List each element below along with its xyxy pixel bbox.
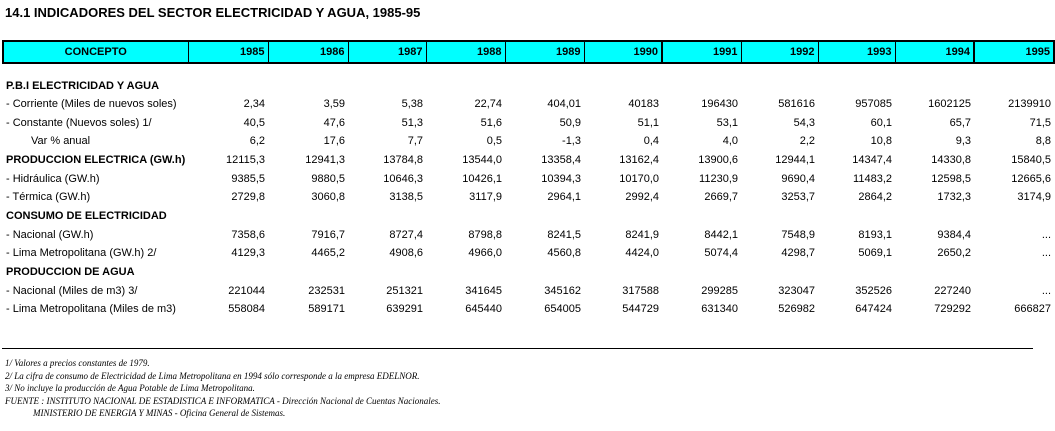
section-row — [3, 151, 1054, 170]
cell-value: -1,3 — [562, 135, 581, 148]
header-year: 1992 — [741, 41, 818, 63]
cell-value: 2,2 — [799, 135, 815, 148]
cell-value: 12665,6 — [1011, 172, 1051, 185]
footnote: 3/ No incluye la producción de Agua Potable de Lima Metropolitana. — [5, 383, 255, 393]
cell-value: 2,34 — [243, 98, 265, 111]
footnotes — [5, 357, 441, 420]
header-year: 1991 — [662, 41, 741, 63]
cell-value: 8193,1 — [858, 228, 892, 241]
cell-value: 1602125 — [928, 98, 971, 111]
cell-value: 645440 — [465, 303, 502, 316]
section-label: CONSUMO DE ELECTRICIDAD — [6, 210, 167, 222]
cell-value: ... — [1041, 247, 1051, 260]
cell-value: ... — [1041, 228, 1051, 241]
cell-value — [741, 76, 818, 95]
header-year: 1995 — [974, 41, 1054, 63]
cell-value — [426, 76, 505, 95]
cell-value: 8,8 — [1035, 135, 1051, 148]
cell-value — [662, 207, 741, 226]
cell-value: 639291 — [386, 303, 423, 316]
section-label: PRODUCCION ELECTRICA (GW.h) — [6, 154, 186, 166]
indicators-table — [2, 40, 1055, 319]
table-row — [3, 114, 1054, 133]
cell-value: 51,1 — [637, 116, 659, 129]
cell-value: 8241,5 — [547, 228, 581, 241]
cell-value — [818, 207, 895, 226]
cell-value: 13784,8 — [383, 154, 423, 166]
cell-value: 251321 — [386, 284, 423, 297]
cell-value — [895, 263, 974, 282]
cell-value: 14330,8 — [931, 154, 971, 166]
cell-value: 589171 — [308, 303, 345, 316]
cell-value: 13162,4 — [619, 154, 659, 166]
cell-value: 12598,5 — [931, 172, 971, 185]
cell-value: 341645 — [465, 284, 502, 297]
cell-value: 4129,3 — [231, 247, 265, 260]
cell-value: 15840,5 — [1011, 154, 1051, 166]
row-label: - Nacional (Miles de m3) 3/ — [6, 284, 138, 297]
cell-value: 9880,5 — [311, 172, 345, 185]
row-label: - Constante (Nuevos soles) 1/ — [6, 116, 152, 129]
table-row — [3, 170, 1054, 189]
cell-value — [268, 207, 348, 226]
header-year: 1988 — [426, 41, 505, 63]
cell-value: 1732,3 — [937, 191, 971, 204]
section-label: P.B.I ELECTRICIDAD Y AGUA — [6, 79, 160, 92]
table-row — [3, 244, 1054, 263]
cell-value: 8442,1 — [704, 228, 738, 241]
cell-value: 323047 — [778, 284, 815, 297]
cell-value: 12941,3 — [305, 154, 345, 166]
cell-value: 10394,3 — [541, 172, 581, 185]
cell-value — [974, 207, 1054, 226]
cell-value: 14347,4 — [852, 154, 892, 166]
cell-value: 0,5 — [486, 135, 502, 148]
cell-value: ... — [1041, 284, 1051, 297]
cell-value: 40183 — [628, 98, 659, 111]
cell-value: 2669,7 — [704, 191, 738, 204]
cell-value — [895, 207, 974, 226]
cell-value: 227240 — [934, 284, 971, 297]
cell-value: 10426,1 — [462, 172, 502, 185]
footnote: 1/ Valores a precios constantes de 1979. — [5, 358, 150, 368]
cell-value: 3253,7 — [781, 191, 815, 204]
cell-value — [505, 76, 584, 95]
cell-value: 317588 — [622, 284, 659, 297]
table-row — [3, 95, 1054, 114]
cell-value — [662, 76, 741, 95]
cell-value: 12944,1 — [775, 154, 815, 166]
cell-value: 13544,0 — [462, 154, 502, 166]
cell-value: 0,4 — [643, 135, 659, 148]
header-concepto: CONCEPTO — [3, 41, 188, 63]
table-row — [3, 300, 1054, 319]
cell-value — [584, 76, 662, 95]
cell-value: 4465,2 — [311, 247, 345, 260]
cell-value: 352526 — [855, 284, 892, 297]
cell-value: 13900,6 — [698, 154, 738, 166]
cell-value — [268, 263, 348, 282]
cell-value: 9385,5 — [231, 172, 265, 185]
cell-value: 404,01 — [547, 98, 581, 111]
cell-value: 232531 — [308, 284, 345, 297]
cell-value: 345162 — [544, 284, 581, 297]
row-label: - Nacional (GW.h) — [6, 228, 94, 241]
header-year: 1989 — [505, 41, 584, 63]
cell-value: 10,8 — [870, 135, 892, 148]
cell-value — [741, 263, 818, 282]
cell-value: 2139910 — [1008, 98, 1051, 111]
table-row — [3, 132, 1054, 151]
cell-value: 654005 — [544, 303, 581, 316]
cell-value: 7548,9 — [781, 228, 815, 241]
cell-value: 9,3 — [955, 135, 971, 148]
cell-value: 581616 — [778, 98, 815, 111]
cell-value — [662, 263, 741, 282]
cell-value: 53,1 — [716, 116, 738, 129]
source-note: MINISTERIO DE ENERGIA Y MINAS - Oficina General de Sistemas. — [33, 408, 286, 418]
cell-value: 5074,4 — [704, 247, 738, 260]
table-title: 14.1 INDICADORES DEL SECTOR ELECTRICIDAD Y AGUA, 1985-95 — [5, 5, 421, 20]
cell-value: 3174,9 — [1017, 191, 1051, 204]
table-row — [3, 282, 1054, 301]
cell-value — [741, 207, 818, 226]
cell-value: 7916,7 — [311, 228, 345, 241]
cell-value: 666827 — [1014, 303, 1051, 316]
cell-value: 558084 — [228, 303, 265, 316]
cell-value: 3,59 — [323, 98, 345, 111]
cell-value: 4560,8 — [547, 247, 581, 260]
cell-value: 3060,8 — [311, 191, 345, 204]
cell-value: 8241,9 — [625, 228, 659, 241]
table-body — [3, 63, 1054, 319]
cell-value: 299285 — [701, 284, 738, 297]
cell-value: 9690,4 — [781, 172, 815, 185]
header-year: 1987 — [348, 41, 426, 63]
cell-value: 4,0 — [722, 135, 738, 148]
cell-value — [348, 207, 426, 226]
cell-value: 12115,3 — [226, 154, 265, 166]
cell-value — [426, 207, 505, 226]
cell-value: 71,5 — [1029, 116, 1051, 129]
cell-value: 3117,9 — [469, 191, 502, 204]
cell-value: 4298,7 — [781, 247, 815, 260]
cell-value: 729292 — [934, 303, 971, 316]
cell-value: 2729,8 — [231, 191, 265, 204]
header-year: 1986 — [268, 41, 348, 63]
cell-value — [188, 263, 268, 282]
source-note: FUENTE : INSTITUTO NACIONAL DE ESTADISTICA E INFORMATICA - Dirección Nacional de Cuentas Nacionales. — [5, 395, 441, 406]
row-label: - Hidráulica (GW.h) — [6, 172, 100, 185]
cell-value: 196430 — [701, 98, 738, 111]
cell-value — [584, 263, 662, 282]
cell-value: 2992,4 — [625, 191, 659, 204]
table-row — [3, 226, 1054, 245]
section-row — [3, 207, 1054, 226]
cell-value: 7358,6 — [231, 228, 265, 241]
spacer-row — [3, 63, 1054, 76]
cell-value: 7,7 — [407, 135, 423, 148]
cell-value: 51,6 — [480, 116, 502, 129]
cell-value: 11483,2 — [853, 172, 892, 185]
cell-value — [348, 263, 426, 282]
header-year: 1985 — [188, 41, 268, 63]
cell-value: 11230,9 — [699, 172, 738, 185]
cell-value: 47,6 — [323, 116, 345, 129]
cell-value — [268, 76, 348, 95]
cell-value — [818, 263, 895, 282]
cell-value: 2964,1 — [547, 191, 581, 204]
section-label: PRODUCCION DE AGUA — [6, 266, 135, 278]
cell-value: 957085 — [855, 98, 892, 111]
cell-value — [188, 207, 268, 226]
cell-value — [505, 263, 584, 282]
cell-value: 544729 — [622, 303, 659, 316]
header-year: 1994 — [895, 41, 974, 63]
cell-value: 4966,0 — [468, 247, 502, 260]
cell-value — [505, 207, 584, 226]
cell-value: 10646,3 — [383, 172, 423, 185]
cell-value: 40,5 — [243, 116, 265, 129]
cell-value: 50,9 — [559, 116, 581, 129]
cell-value: 3138,5 — [389, 191, 423, 204]
header-year: 1993 — [818, 41, 895, 63]
cell-value: 13358,4 — [541, 154, 581, 166]
cell-value: 51,3 — [401, 116, 423, 129]
cell-value — [348, 76, 426, 95]
cell-value: 60,1 — [870, 116, 892, 129]
cell-value: 631340 — [701, 303, 738, 316]
cell-value: 5,38 — [401, 98, 423, 111]
cell-value: 5069,1 — [858, 247, 892, 260]
footnote: 2/ La cifra de consumo de Electricidad de Lima Metropolitana en 1994 sólo corresponde a la empresa EDELNOR. — [5, 370, 420, 381]
cell-value — [974, 263, 1054, 282]
cell-value: 54,3 — [793, 116, 815, 129]
cell-value — [895, 76, 974, 95]
cell-value — [426, 263, 505, 282]
cell-value: 2864,2 — [858, 191, 892, 204]
cell-value: 65,7 — [949, 116, 971, 129]
row-label: Var % anual — [31, 135, 91, 148]
row-label: - Térmica (GW.h) — [6, 191, 91, 204]
cell-value — [818, 76, 895, 95]
row-label: - Corriente (Miles de nuevos soles) — [6, 98, 177, 111]
table-row — [3, 188, 1054, 207]
section-row — [3, 76, 1054, 95]
cell-value: 17,6 — [323, 135, 345, 148]
cell-value: 647424 — [855, 303, 892, 316]
bottom-rule — [2, 348, 1033, 349]
cell-value: 22,74 — [474, 98, 502, 111]
cell-value — [974, 76, 1054, 95]
cell-value: 4424,0 — [625, 247, 659, 260]
cell-value — [584, 207, 662, 226]
section-row — [3, 263, 1054, 282]
cell-value — [188, 76, 268, 95]
cell-value: 9384,4 — [937, 228, 971, 241]
cell-value: 526982 — [778, 303, 815, 316]
cell-value: 4908,6 — [389, 247, 423, 260]
cell-value: 8798,8 — [468, 228, 502, 241]
cell-value: 10170,0 — [619, 172, 659, 185]
header-row — [3, 41, 1054, 63]
cell-value: 6,2 — [249, 135, 265, 148]
cell-value: 221044 — [228, 284, 265, 297]
cell-value: 8727,4 — [389, 228, 423, 241]
row-label: - Lima Metropolitana (Miles de m3) — [6, 303, 176, 316]
cell-value: 2650,2 — [937, 247, 971, 260]
row-label: - Lima Metropolitana (GW.h) 2/ — [6, 247, 157, 260]
header-year: 1990 — [584, 41, 662, 63]
